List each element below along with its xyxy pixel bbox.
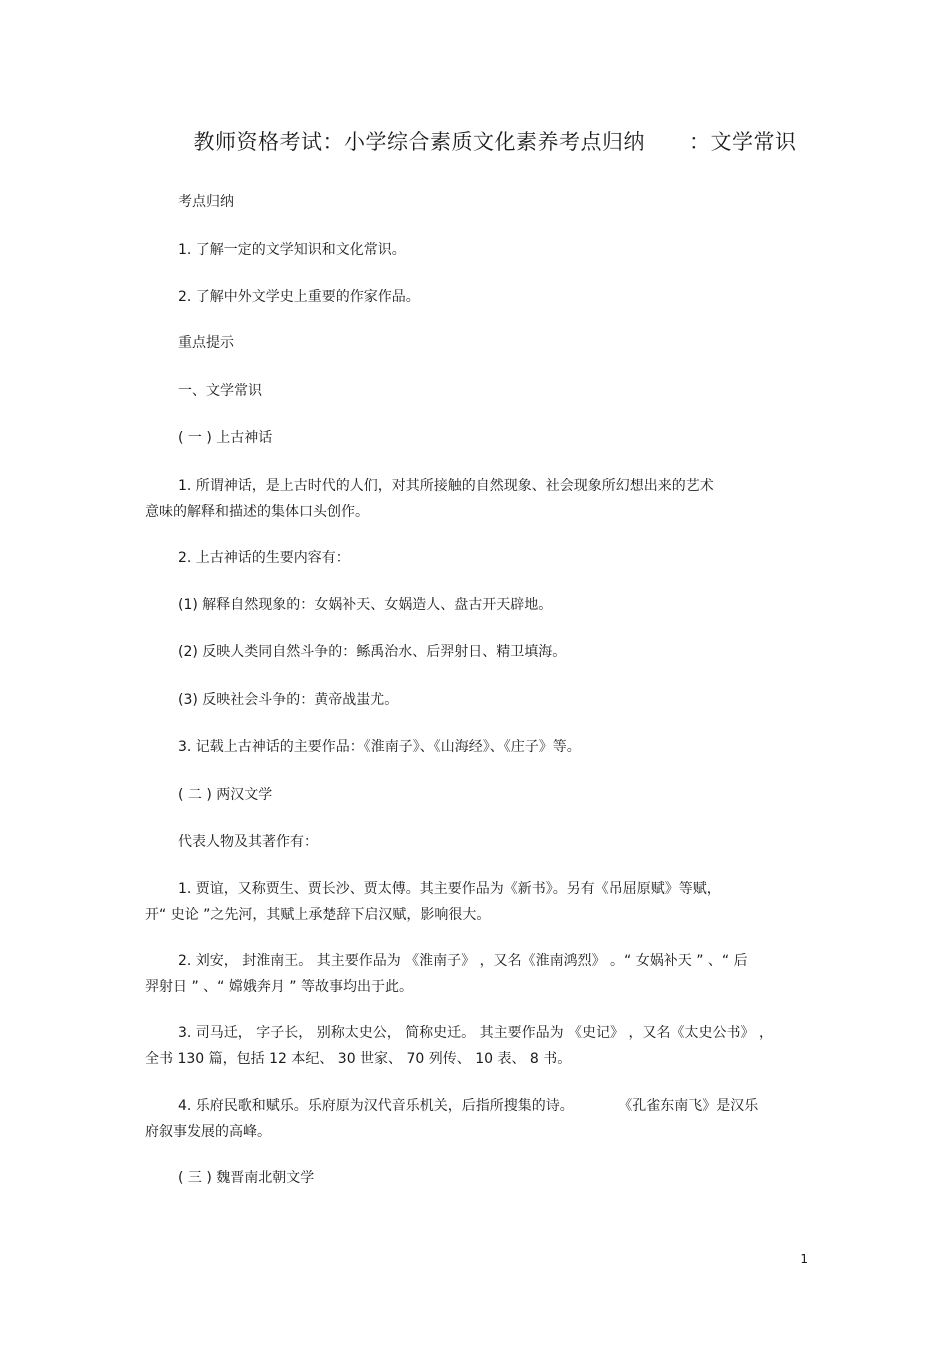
paragraph-line: 3. 司马迁， 字子长， 别称太史公， 简称史迁。 其主要作品为 《史记》 ，又名《太史公书》 ，	[178, 1025, 773, 1041]
title-main: 教师资格考试：小学综合素质文化素养考点归纳	[193, 130, 645, 154]
paragraph-line: 1. 所谓神话，是上古时代的人们，对其所接触的自然现象、社会现象所幻想出来的艺术	[178, 478, 714, 494]
subsection-heading: ( 一 ) 上古神话	[178, 430, 273, 446]
paragraph: 2. 了解中外文学史上重要的作家作品。	[178, 289, 420, 305]
subsection-heading: ( 二 ) 两汉文学	[178, 787, 273, 803]
title-suffix: ：文学常识	[689, 130, 797, 154]
section-heading-literature: 一、文学常识	[178, 383, 262, 399]
subsection-heading: ( 三 ) 魏晋南北朝文学	[178, 1170, 315, 1186]
paragraph: 代表人物及其著作有：	[178, 834, 318, 850]
list-item: (3) 反映社会斗争的：黄帝战蚩尤。	[178, 692, 399, 708]
paragraph-line: 府叙事发展的高峰。	[145, 1124, 271, 1140]
paragraph-line: 意味的解释和描述的集体口头创作。	[145, 504, 369, 520]
paragraph-line: 全书 130 篇，包括 12 本纪、 30 世家、 70 列传、 10 表、 8 书。	[145, 1051, 572, 1067]
paragraph-line: 开“ 史论 ”之先河，其赋上承楚辞下启汉赋，影响很大。	[145, 907, 491, 923]
paragraph	[145, 948, 809, 1000]
page-title	[0, 126, 950, 156]
paragraph-line: 羿射日 ” 、“ 嫦娥奔月 ” 等故事均出于此。	[145, 979, 414, 995]
list-item: (2) 反映人类同自然斗争的：鲧禹治水、后羿射日、精卫填海。	[178, 644, 567, 660]
paragraph: 2. 上古神话的生要内容有：	[178, 550, 350, 566]
paragraph: 1. 了解一定的文学知识和文化常识。	[178, 242, 406, 258]
page-number: 1	[800, 1252, 808, 1266]
paragraph	[145, 1093, 809, 1145]
paragraph-line: 4. 乐府民歌和赋乐。乐府原为汉代音乐机关，后指所搜集的诗。 《孔雀东南飞》是汉乐	[178, 1098, 759, 1114]
paragraph	[145, 473, 809, 525]
paragraph	[145, 876, 809, 928]
paragraph-line: 1. 贾谊，又称贾生、贾长沙、贾太傅。其主要作品为《新书》。另有《吊屈原赋》等赋，	[178, 881, 721, 897]
paragraph: 3. 记载上古神话的主要作品：《淮南子》、《山海经》、《庄子》等。	[178, 739, 581, 755]
section-heading-key-points: 重点提示	[178, 335, 234, 351]
paragraph-line: 2. 刘安， 封淮南王。 其主要作品为 《淮南子》 ，又名《淮南鸿烈》 。“ 女娲补天 ” 、“ 后	[178, 953, 748, 969]
paragraph	[145, 1020, 809, 1072]
list-item: (1) 解释自然现象的：女娲补天、女娲造人、盘古开天辟地。	[178, 597, 553, 613]
section-heading-summary: 考点归纳	[178, 194, 234, 210]
